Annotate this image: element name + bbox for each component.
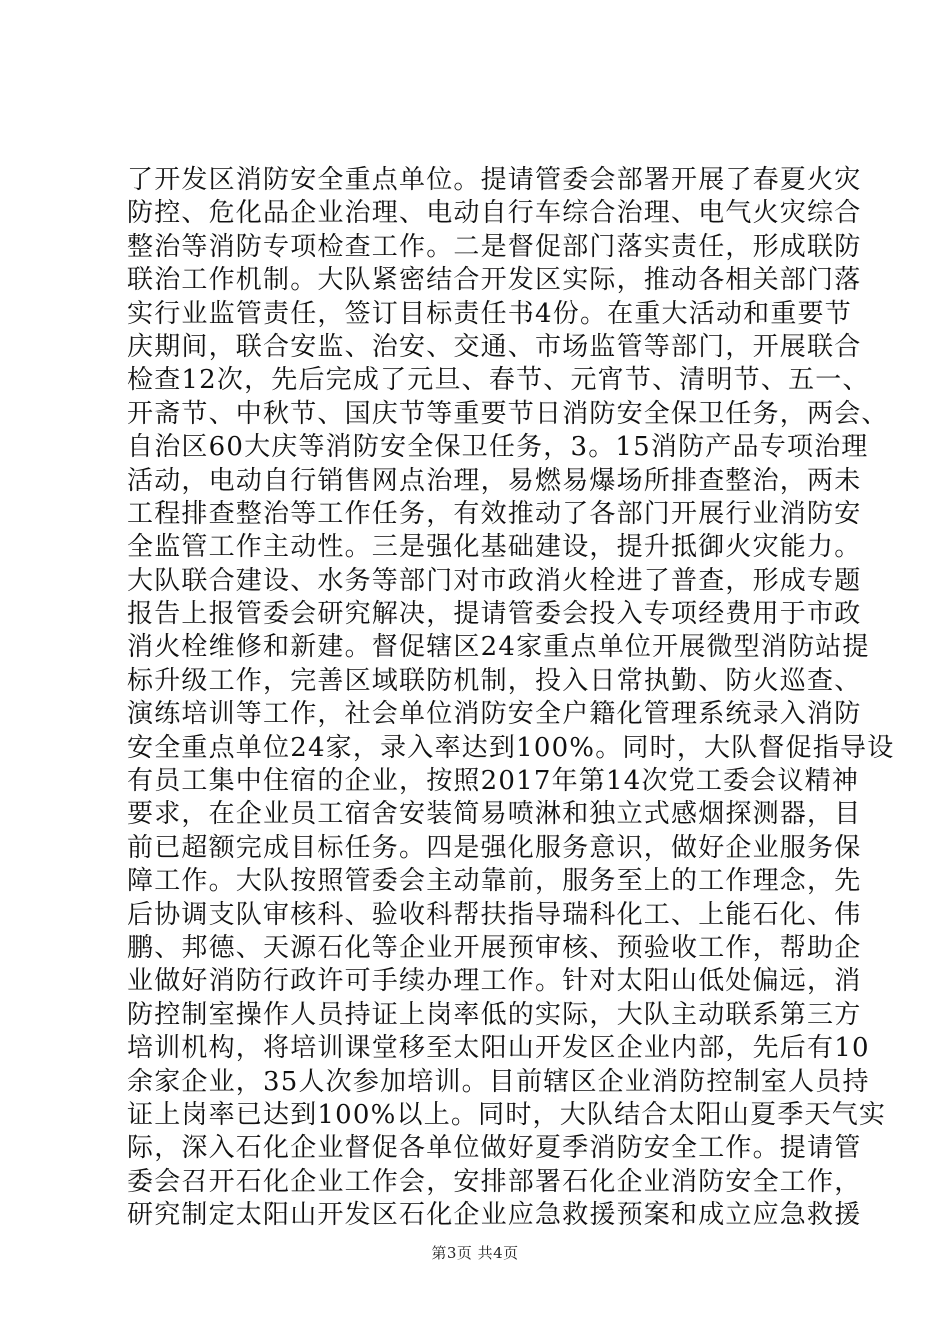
text-line: 开斋节、中秋节、国庆节等重要节日消防安全保卫任务，两会、 — [127, 398, 889, 429]
text-line: 自治区60大庆等消防安全保卫任务，3。15消防产品专项治理 — [127, 432, 869, 463]
text-line: 委会召开石化企业工作会，安排部署石化企业消防安全工作， — [127, 1166, 862, 1197]
text-line: 工程排查整治等工作任务，有效推动了各部门开展行业消防安 — [127, 498, 862, 529]
text-line: 安全重点单位24家，录入率达到100%。同时，大队督促指导设 — [127, 732, 895, 763]
text-line: 余家企业，35人次参加培训。目前辖区企业消防控制室人员持 — [127, 1066, 870, 1097]
text-line: 防控制室操作人员持证上岗率低的实际，大队主动联系第三方 — [127, 999, 862, 1030]
text-line: 报告上报管委会研究解决，提请管委会投入专项经费用于市政 — [127, 599, 862, 630]
text-line: 防控、危化品企业治理、电动自行车综合治理、电气火灾综合 — [127, 198, 862, 229]
text-line: 障工作。大队按照管委会主动靠前，服务至上的工作理念，先 — [127, 866, 862, 897]
text-line: 联治工作机制。大队紧密结合开发区实际，推动各相关部门落 — [127, 265, 862, 296]
text-line: 实行业监管责任，签订目标责任书4份。在重大活动和重要节 — [127, 298, 852, 329]
text-line: 业做好消防行政许可手续办理工作。针对太阳山低处偏远，消 — [127, 966, 862, 997]
text-line: 标升级工作，完善区域联防机制，投入日常执勤、防火巡查、 — [127, 665, 862, 696]
text-line: 整治等消防专项检查工作。二是督促部门落实责任，形成联防 — [127, 231, 862, 262]
text-line: 要求，在企业员工宿舍安装简易喷淋和独立式感烟探测器，目 — [127, 799, 862, 830]
text-line: 大队联合建设、水务等部门对市政消火栓进了普查，形成专题 — [127, 565, 862, 596]
page-number-footer: 第3页 共4页 — [431, 1244, 519, 1262]
text-line: 后协调支队审核科、验收科帮扶指导瑞科化工、上能石化、伟 — [127, 899, 862, 930]
text-line: 全监管工作主动性。三是强化基础建设，提升抵御火灾能力。 — [127, 532, 862, 563]
text-line: 培训机构，将培训课堂移至太阳山开发区企业内部，先后有10 — [127, 1033, 870, 1064]
text-line: 研究制定太阳山开发区石化企业应急救援预案和成立应急救援 — [127, 1200, 862, 1231]
text-line: 消火栓维修和新建。督促辖区24家重点单位开展微型消防站提 — [127, 632, 870, 663]
text-line: 前已超额完成目标任务。四是强化服务意识，做好企业服务保 — [127, 832, 862, 863]
text-line: 活动，电动自行销售网点治理，易燃易爆场所排查整治，两未 — [127, 465, 862, 496]
text-line: 了开发区消防安全重点单位。提请管委会部署开展了春夏火灾 — [127, 165, 862, 195]
text-line: 证上岗率已达到100%以上。同时，大队结合太阳山夏季天气实 — [127, 1099, 887, 1130]
text-line: 际，深入石化企业督促各单位做好夏季消防安全工作。提请管 — [127, 1133, 862, 1164]
text-line: 检查12次，先后完成了元旦、春节、元宵节、清明节、五一、 — [127, 365, 870, 396]
text-line: 演练培训等工作，社会单位消防安全户籍化管理系统录入消防 — [127, 699, 862, 730]
text-line: 鹏、邦德、天源石化等企业开展预审核、预验收工作，帮助企 — [127, 932, 862, 963]
body-text — [127, 164, 895, 1233]
text-line: 庆期间，联合安监、治安、交通、市场监管等部门，开展联合 — [127, 331, 862, 362]
text-line: 有员工集中住宿的企业，按照2017年第14次党工委会议精神 — [127, 766, 860, 797]
